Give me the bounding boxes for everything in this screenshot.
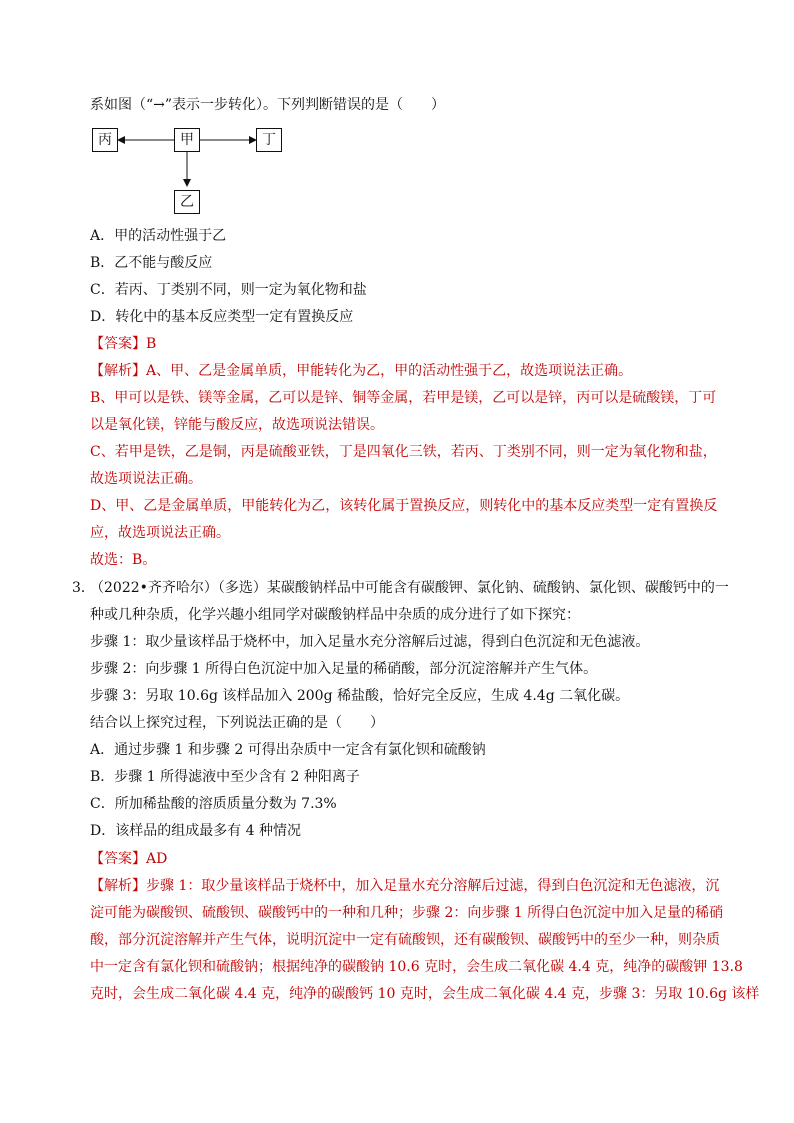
box-yi: 乙: [174, 190, 200, 214]
analysis-text: A、甲、乙是金属单质，甲能转化为乙，甲的活动性强于乙，故选项说法正确。: [146, 363, 633, 379]
answer-tag: 【答案】: [90, 851, 146, 867]
q3-stem-line: 种或几种杂质，化学兴趣小组同学对碳酸钠样品中杂质的成分进行了如下探究：: [90, 607, 580, 623]
analysis-tag: 【解析】: [90, 363, 146, 379]
q2-analysis-line: B、甲可以是铁、镁等金属，乙可以是锌、铜等金属，若甲是镁，乙可以是锌，丙可以是硫酸镁，丁可: [90, 390, 717, 406]
q2-answer: [90, 334, 156, 354]
q3-option-b: B．步骤 1 所得滤液中至少含有 2 种阳离子: [90, 769, 360, 785]
q2-analysis-line: 故选项说法正确。: [90, 471, 202, 487]
q3-analysis-line: 酸，部分沉淀溶解并产生气体，说明沉淀中一定有硫酸钡，还有碳酸钡、碳酸钙中的至少一种，则杂质: [90, 932, 720, 948]
q2-analysis-line: 应，故选项说法正确。: [90, 525, 230, 541]
q2-option-a: A．甲的活动性强于乙: [90, 228, 227, 244]
q2-analysis-line: 故选：B。: [90, 552, 157, 568]
q2-option-d: D．转化中的基本反应类型一定有置换反应: [90, 309, 354, 325]
q2-analysis-line: [90, 361, 632, 381]
q2-analysis-line: C、若甲是铁，乙是铜，丙是硫酸亚铁，丁是四氧化三铁，若丙、丁类别不同，则一定为氧化物和盐，: [90, 444, 717, 460]
q3-question: 结合以上探究过程，下列说法正确的是（ ）: [90, 715, 384, 731]
box-ding: 丁: [256, 128, 282, 152]
analysis-text: 步骤 1：取少量该样品于烧杯中，加入足量水充分溶解后过滤，得到白色沉淀和无色滤液，沉: [146, 878, 720, 894]
q2-analysis-line: 以是氧化镁，锌能与酸反应，故选项说法错误。: [90, 417, 384, 433]
answer-value: AD: [146, 851, 168, 867]
q3-option-d: D．该样品的组成最多有 4 种情况: [90, 823, 302, 839]
q3-number: 3．: [72, 580, 95, 596]
q3-step2: 步骤 2：向步骤 1 所得白色沉淀中加入足量的稀硝酸，部分沉淀溶解并产生气体。: [90, 661, 598, 677]
answer-tag: 【答案】: [90, 336, 146, 352]
q2-option-c: C．若丙、丁类别不同，则一定为氧化物和盐: [90, 282, 367, 298]
q2-option-b: B．乙不能与酸反应: [90, 255, 213, 271]
q3-analysis-line: 中一定含有氯化钡和硫酸钠；根据纯净的碳酸钠 10.6 克时，会生成二氧化碳 4.4 克，纯净的碳酸钾 13.8: [90, 959, 743, 975]
q3-analysis-line: 淀可能为碳酸钡、硫酸钡、碳酸钙中的一种和几种；步骤 2：向步骤 1 所得白色沉淀中加入足量的稀硝: [90, 905, 724, 921]
box-bing: 丙: [92, 128, 118, 152]
q3-option-c: C．所加稀盐酸的溶质质量分数为 7.3%: [90, 796, 337, 812]
analysis-tag: 【解析】: [90, 878, 146, 894]
box-jia: 甲: [174, 128, 200, 152]
q3-stem-line: （2022•齐齐哈尔）（多选）某碳酸钠样品中可能含有碳酸钾、氯化钠、硫酸钠、氯化钡、碳酸钙中的一: [90, 580, 729, 596]
q3-option-a: A．通过步骤 1 和步骤 2 可得出杂质中一定含有氯化钡和硫酸钠: [90, 742, 486, 758]
q2-analysis-line: D、甲、乙是金属单质，甲能转化为乙，该转化属于置换反应，则转化中的基本反应类型一定有置换反: [90, 498, 718, 514]
q3-analysis-line: 克时，会生成二氧化碳 4.4 克，纯净的碳酸钙 10 克时，会生成二氧化碳 4.4 克，步骤 3：另取 10.6g 该样: [90, 986, 760, 1002]
answer-value: B: [146, 336, 157, 352]
q3-answer: [90, 849, 167, 869]
q2-stem-tail: 系如图（“→”表示一步转化）。下列判断错误的是（ ）: [90, 97, 446, 113]
q3-analysis-line: [90, 876, 719, 896]
q3-step1: 步骤 1：取少量该样品于烧杯中，加入足量水充分溶解后过滤，得到白色沉淀和无色滤液。: [90, 634, 650, 650]
q3-step3: 步骤 3：另取 10.6g 该样品加入 200g 稀盐酸，恰好完全反应，生成 4.4g 二氧化碳。: [90, 688, 630, 704]
q2-transformation-diagram: [90, 124, 290, 216]
